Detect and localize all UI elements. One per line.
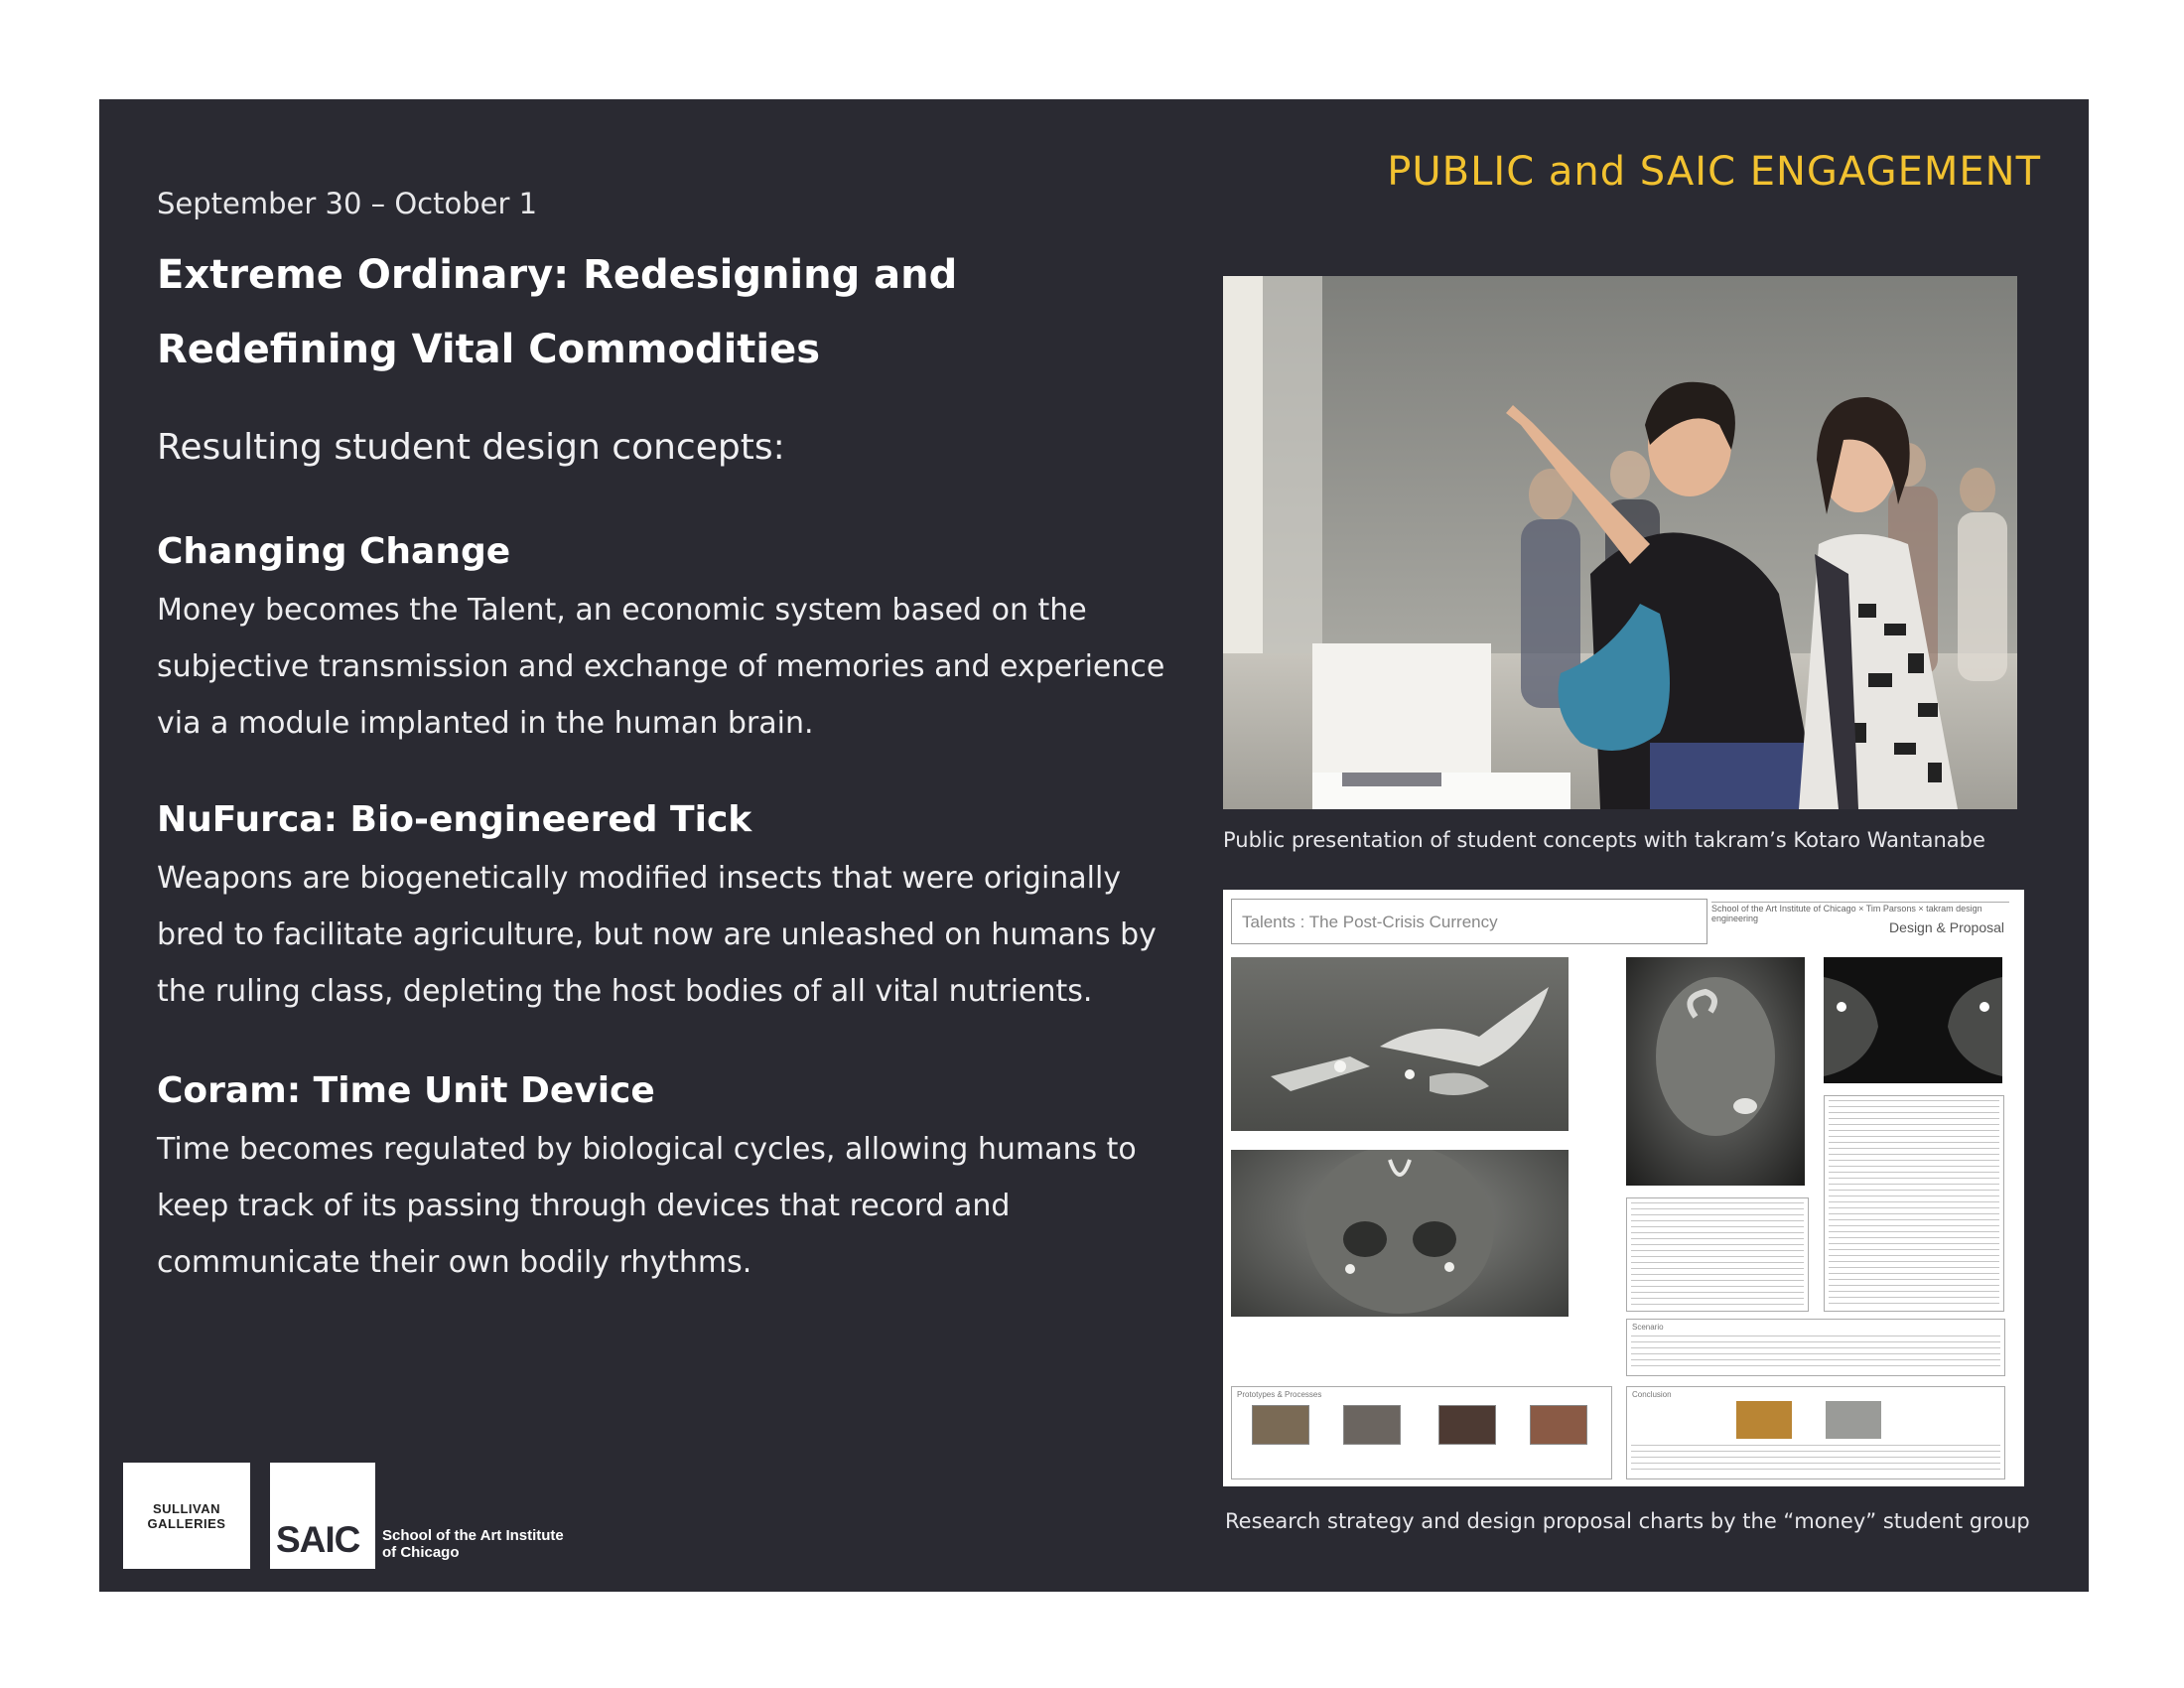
board-text-block <box>1626 1197 1809 1312</box>
saic-logo <box>270 1463 375 1569</box>
concept-description: Time becomes regulated by biological cycles, allowing humans to keep track of its passing through devices that record and communicate their own bodily rhythms. <box>157 1132 1137 1280</box>
conclusion-thumbnail <box>1826 1401 1881 1439</box>
board-divider <box>1711 902 2009 903</box>
prototypes-label: Prototypes & Processes <box>1237 1390 1322 1399</box>
concepts-subhead: Resulting student design concepts: <box>157 427 785 468</box>
prototype-thumbnail <box>1343 1405 1401 1445</box>
concept-description: Weapons are biogenetically modified insects that were originally bred to facilitate agriculture, but now are unleashed on humans by the ruling class, depleting the host bodies of all vital nutrients. <box>157 861 1157 1009</box>
board-render-head <box>1626 957 1805 1186</box>
board-subtitle: Design & Proposal <box>1889 919 2004 935</box>
school-name <box>382 1527 564 1561</box>
sullivan-galleries-logo <box>123 1463 250 1569</box>
concept-changing-change <box>157 526 1169 752</box>
board-organization: School of the Art Institute of Chicago × Tim Parsons × takram design engineering <box>1711 904 1982 923</box>
board-render-faces <box>1824 957 2002 1083</box>
board-conclusion-panel <box>1626 1386 2005 1479</box>
board-scenario-panel <box>1626 1319 2005 1376</box>
device-render-illustration <box>1231 957 1569 1131</box>
saic-logo-text: SAIC <box>276 1519 360 1560</box>
title-line-1: Extreme Ordinary: Redesigning and <box>157 252 958 298</box>
prototype-thumbnail <box>1252 1405 1309 1445</box>
conclusion-thumbnail <box>1736 1401 1792 1439</box>
skull-render-illustration <box>1231 1150 1569 1317</box>
concept-description: Money becomes the Talent, an economic system based on the subjective transmission and exchange of memories and experience via a module implanted in the human brain. <box>157 593 1165 741</box>
board-title: Talents : The Post-Crisis Currency <box>1231 899 1707 944</box>
concept-title: Changing Change <box>157 531 511 572</box>
research-board-image <box>1223 890 2024 1486</box>
board-prototypes-panel <box>1231 1386 1612 1479</box>
conclusion-label: Conclusion <box>1632 1390 1672 1399</box>
prototype-thumbnail <box>1530 1405 1587 1445</box>
prototype-thumbnail <box>1438 1405 1496 1445</box>
school-name-line-1: School of the Art Institute <box>382 1527 564 1544</box>
board-caption: Research strategy and design proposal charts by the “money” student group <box>1225 1509 2030 1533</box>
title-line-2: Redefining Vital Commodities <box>157 327 821 372</box>
board-render-skull <box>1231 1150 1569 1317</box>
presentation-photo <box>1223 276 2017 809</box>
presentation-photo-illustration <box>1223 276 2017 809</box>
board-text-block <box>1824 1095 2004 1312</box>
board-render-device <box>1231 957 1569 1131</box>
concept-title: NuFurca: Bio-engineered Tick <box>157 799 752 840</box>
concept-coram <box>157 1065 1169 1291</box>
page-title <box>157 238 1050 387</box>
photo-caption: Public presentation of student concepts with takram’s Kotaro Wantanabe <box>1223 828 1985 852</box>
section-eyebrow: PUBLIC and SAIC ENGAGEMENT <box>1387 149 2041 195</box>
scenario-label: Scenario <box>1632 1323 1664 1332</box>
event-date: September 30 – October 1 <box>157 187 538 220</box>
concept-title: Coram: Time Unit Device <box>157 1070 655 1111</box>
sullivan-logo-line-1: SULLIVAN <box>152 1500 221 1516</box>
sullivan-logo-line-2: GALLERIES <box>147 1515 226 1531</box>
head-render-illustration <box>1626 957 1805 1186</box>
school-name-line-2: of Chicago <box>382 1544 460 1561</box>
concept-nufurca <box>157 794 1169 1020</box>
faces-render-illustration <box>1824 957 2002 1083</box>
poster-panel <box>99 99 2089 1592</box>
